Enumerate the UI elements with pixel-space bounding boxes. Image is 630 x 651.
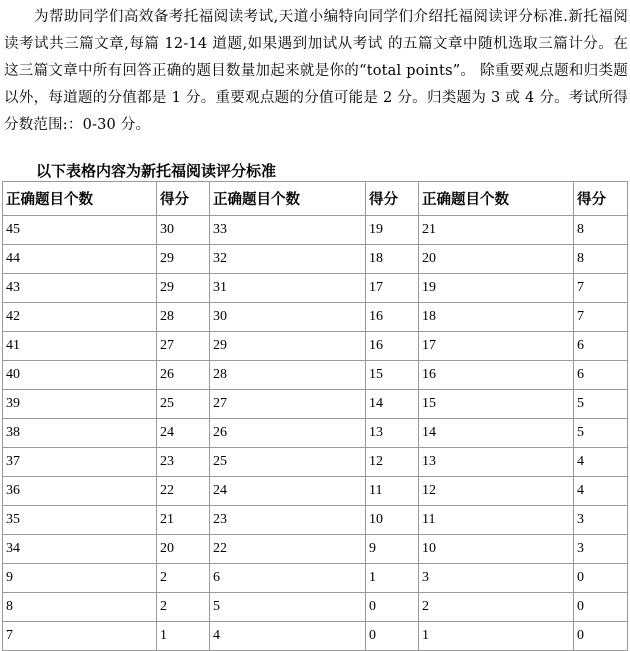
table-cell: 23 [210,506,366,535]
table-row [3,419,628,448]
score-table [2,181,628,651]
table-row [3,448,628,477]
table-cell: 7 [574,274,628,303]
table-cell: 5 [210,593,366,622]
header-correct-count-3: 正确题目个数 [419,182,574,216]
table-cell: 39 [3,390,157,419]
table-cell: 16 [366,303,419,332]
table-cell: 14 [419,419,574,448]
table-row [3,564,628,593]
table-cell: 4 [210,622,366,651]
table-cell: 6 [574,361,628,390]
table-cell: 14 [366,390,419,419]
table-row [3,332,628,361]
table-title: 以下表格内容为新托福阅读评分标准 [36,162,277,180]
table-row [3,622,628,651]
table-cell: 7 [574,303,628,332]
header-correct-count-1: 正确题目个数 [3,182,157,216]
table-cell: 17 [419,332,574,361]
table-cell: 3 [574,506,628,535]
table-cell: 29 [210,332,366,361]
table-cell: 0 [366,622,419,651]
table-cell: 24 [157,419,210,448]
header-score-1: 得分 [157,182,210,216]
table-cell: 4 [574,448,628,477]
table-cell: 30 [157,216,210,245]
table-cell: 0 [574,622,628,651]
table-cell: 25 [210,448,366,477]
table-cell: 27 [157,332,210,361]
table-cell: 13 [419,448,574,477]
table-cell: 26 [157,361,210,390]
table-cell: 7 [3,622,157,651]
table-cell: 9 [366,535,419,564]
table-cell: 11 [419,506,574,535]
table-cell: 28 [210,361,366,390]
table-row [3,245,628,274]
table-cell: 8 [3,593,157,622]
table-row [3,593,628,622]
table-cell: 38 [3,419,157,448]
table-row [3,303,628,332]
table-cell: 31 [210,274,366,303]
table-cell: 21 [419,216,574,245]
intro-paragraph: 为帮助同学们高效备考托福阅读考试,天道小编特向同学们介绍托福阅读评分标准.新托福阅读考试共三篇文章,每篇 12-14 道题,如果遇到加试从考试 的五篇文章中随机选取三篇计分。在这三篇文章中所有回答正确的题目数量加起来就是你的“total points”。 除重要观点题和归类题以外，每道题的分值都是 1 分。重要观点题的分值可能是 2 分。归类题为 3 或 4 分。考试所得分数范围:：0-30 分。 [4,9,628,133]
table-cell: 8 [574,245,628,274]
table-cell: 32 [210,245,366,274]
table-cell: 19 [366,216,419,245]
table-cell: 3 [419,564,574,593]
table-cell: 30 [210,303,366,332]
table-row [3,506,628,535]
table-cell: 6 [574,332,628,361]
table-cell: 22 [210,535,366,564]
header-score-3: 得分 [574,182,628,216]
table-cell: 18 [419,303,574,332]
table-cell: 24 [210,477,366,506]
table-cell: 10 [366,506,419,535]
table-cell: 15 [419,390,574,419]
table-cell: 5 [574,419,628,448]
table-cell: 8 [574,216,628,245]
table-cell: 43 [3,274,157,303]
table-cell: 37 [3,448,157,477]
table-cell: 33 [210,216,366,245]
table-cell: 29 [157,274,210,303]
table-cell: 41 [3,332,157,361]
table-row [3,535,628,564]
table-cell: 1 [419,622,574,651]
table-cell: 26 [210,419,366,448]
table-cell: 12 [419,477,574,506]
table-cell: 16 [366,332,419,361]
table-cell: 0 [574,593,628,622]
table-cell: 2 [419,593,574,622]
header-score-2: 得分 [366,182,419,216]
table-cell: 20 [157,535,210,564]
table-cell: 40 [3,361,157,390]
table-cell: 15 [366,361,419,390]
table-header-row [3,182,628,216]
table-cell: 22 [157,477,210,506]
table-cell: 2 [157,593,210,622]
table-cell: 18 [366,245,419,274]
table-cell: 3 [574,535,628,564]
table-row [3,274,628,303]
table-row [3,216,628,245]
table-cell: 10 [419,535,574,564]
table-cell: 9 [3,564,157,593]
table-row [3,390,628,419]
table-cell: 28 [157,303,210,332]
table-cell: 1 [157,622,210,651]
table-cell: 2 [157,564,210,593]
table-cell: 44 [3,245,157,274]
table-cell: 0 [574,564,628,593]
table-cell: 16 [419,361,574,390]
table-cell: 23 [157,448,210,477]
table-cell: 42 [3,303,157,332]
table-cell: 36 [3,477,157,506]
table-cell: 11 [366,477,419,506]
table-cell: 5 [574,390,628,419]
header-correct-count-2: 正确题目个数 [210,182,366,216]
table-cell: 13 [366,419,419,448]
table-row [3,477,628,506]
table-cell: 25 [157,390,210,419]
table-cell: 17 [366,274,419,303]
table-cell: 34 [3,535,157,564]
table-cell: 19 [419,274,574,303]
table-cell: 29 [157,245,210,274]
table-body [3,216,628,651]
table-cell: 1 [366,564,419,593]
table-cell: 27 [210,390,366,419]
table-cell: 12 [366,448,419,477]
table-cell: 20 [419,245,574,274]
table-cell: 6 [210,564,366,593]
table-cell: 35 [3,506,157,535]
table-cell: 45 [3,216,157,245]
table-row [3,361,628,390]
table-cell: 4 [574,477,628,506]
table-cell: 21 [157,506,210,535]
table-cell: 0 [366,593,419,622]
